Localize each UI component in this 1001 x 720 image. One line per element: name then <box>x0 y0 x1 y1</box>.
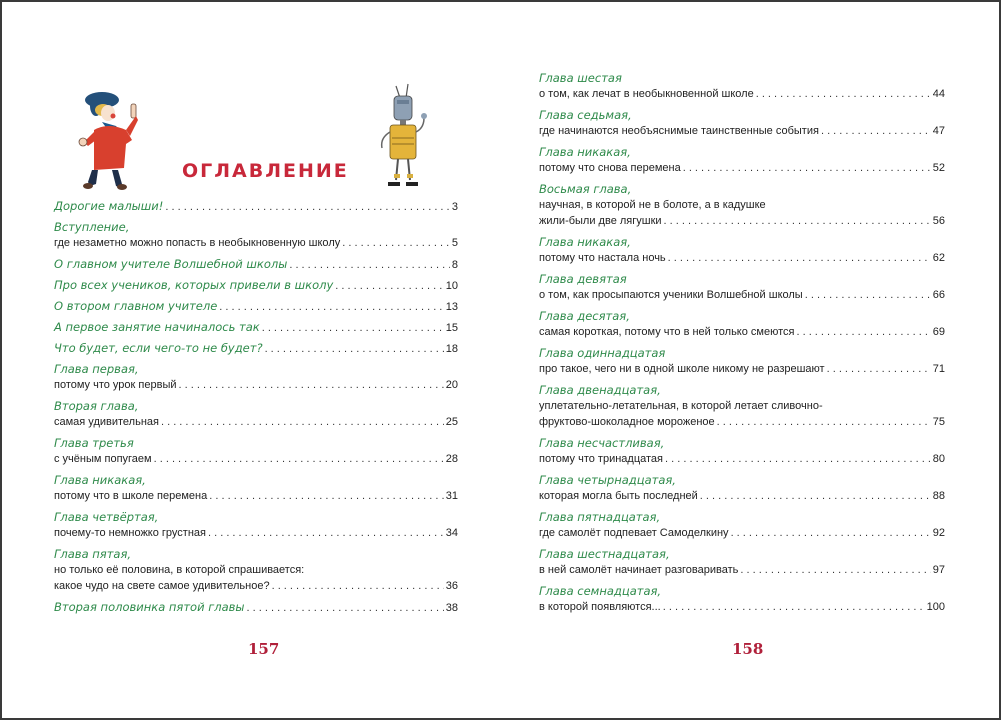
toc-page-number: 28 <box>445 453 458 465</box>
toc-description: с учёным попугаем <box>54 453 152 465</box>
toc-entry[interactable] <box>54 509 458 541</box>
toc-heading: Глава шестнадцатая, <box>539 547 670 561</box>
toc-description: потому что снова перемена <box>539 162 681 174</box>
toc-description: где самолёт подпевает Самоделкину <box>539 527 729 539</box>
toc-description: жили-были две лягушки <box>539 215 662 227</box>
toc-heading: А первое занятие начиналось так <box>54 320 260 334</box>
toc-heading: Глава никакая, <box>54 473 146 487</box>
toc-heading: Глава седьмая, <box>539 108 632 122</box>
boy-character-icon <box>76 86 148 191</box>
toc-page-number: 69 <box>932 326 945 338</box>
toc-page-number: 44 <box>932 88 945 100</box>
toc-heading: Глава пятая, <box>54 547 132 561</box>
toc-entry[interactable] <box>54 298 458 314</box>
dot-leader <box>668 250 931 266</box>
toc-page-number: 25 <box>445 416 458 428</box>
toc-description: о том, как просыпаются ученики Волшебной школы <box>539 289 803 301</box>
toc-description: потому что тринадцатая <box>539 453 664 465</box>
toc-heading: Глава семнадцатая, <box>539 584 662 598</box>
dot-leader <box>805 287 931 303</box>
toc-page-number: 10 <box>445 280 458 292</box>
toc-heading: Глава шестая <box>539 71 622 85</box>
toc-heading: Глава пятнадцатая, <box>539 510 661 524</box>
toc-heading: Глава третья <box>54 436 134 450</box>
robot-character-icon <box>374 82 434 190</box>
toc-entry[interactable] <box>54 256 458 272</box>
dot-leader <box>165 201 450 213</box>
toc-description: почему-то немножко грустная <box>54 527 206 539</box>
toc-list-right <box>539 70 945 620</box>
dot-leader <box>154 451 444 467</box>
dot-leader <box>208 525 444 541</box>
toc-description: где незаметно можно попасть в необыкновенную школу <box>54 237 341 249</box>
toc-page-number: 8 <box>451 259 458 271</box>
dot-leader <box>827 361 931 377</box>
dot-leader <box>700 488 931 504</box>
toc-entry[interactable] <box>539 271 945 303</box>
toc-heading: Вступление, <box>54 220 130 234</box>
toc-entry[interactable] <box>539 70 945 102</box>
robot-illustration <box>374 82 434 190</box>
toc-heading: Дорогие малыши! <box>54 199 164 213</box>
toc-page-number: 56 <box>932 215 945 227</box>
toc-description: потому что настала ночь <box>539 252 666 264</box>
toc-entry[interactable] <box>539 583 945 615</box>
toc-page-number: 71 <box>932 363 945 375</box>
toc-page-number: 47 <box>932 125 945 137</box>
toc-page-number: 36 <box>445 580 458 592</box>
toc-page-number: 62 <box>932 252 945 264</box>
dot-leader <box>756 86 931 102</box>
toc-page-number: 13 <box>445 301 458 313</box>
toc-page-number: 34 <box>445 527 458 539</box>
toc-heading: Глава несчастливая, <box>539 436 665 450</box>
toc-description: в ней самолёт начинает разговаривать <box>539 564 739 576</box>
toc-heading: О втором главном учителе <box>54 299 218 313</box>
toc-heading: Про всех учеников, которых привели в школу <box>54 278 334 292</box>
toc-list-left <box>54 198 458 620</box>
toc-entry[interactable] <box>54 219 458 251</box>
toc-entry[interactable] <box>539 382 945 430</box>
toc-entry[interactable] <box>539 435 945 467</box>
toc-description: о том, как лечат в необыкновенной школе <box>539 88 754 100</box>
toc-description: самая удивительная <box>54 416 159 428</box>
toc-page-number: 66 <box>932 289 945 301</box>
toc-page-number: 92 <box>932 527 945 539</box>
toc-entry[interactable] <box>539 107 945 139</box>
toc-heading: Вторая половинка пятой главы <box>54 600 245 614</box>
toc-entry[interactable] <box>54 198 458 214</box>
toc-entry[interactable] <box>54 546 458 594</box>
toc-description: фруктово-шоколадное мороженое <box>539 416 715 428</box>
dot-leader <box>665 451 931 467</box>
dot-leader <box>161 414 444 430</box>
boy-in-red-coat-illustration <box>76 86 148 191</box>
toc-heading: Глава двенадцатая, <box>539 383 661 397</box>
page-number-right: 158 <box>732 640 764 658</box>
toc-heading: Вторая глава, <box>54 399 139 413</box>
toc-heading: Глава никакая, <box>539 235 631 249</box>
toc-entry[interactable] <box>54 277 458 293</box>
dot-leader <box>262 322 444 334</box>
toc-entry[interactable] <box>54 472 458 504</box>
dot-leader <box>740 562 930 578</box>
dot-leader <box>664 213 931 229</box>
dot-leader <box>821 123 931 139</box>
toc-entry[interactable] <box>539 546 945 578</box>
toc-page-number: 75 <box>932 416 945 428</box>
toc-page-number: 100 <box>926 601 945 613</box>
right-page <box>499 2 999 718</box>
toc-entry[interactable] <box>539 144 945 176</box>
toc-page-number: 20 <box>445 379 458 391</box>
left-page <box>2 2 499 718</box>
toc-page-number: 5 <box>451 237 458 249</box>
toc-description: которая могла быть последней <box>539 490 698 502</box>
toc-heading: О главном учителе Волшебной школы <box>54 257 288 271</box>
toc-entry[interactable] <box>539 308 945 340</box>
toc-entry[interactable] <box>54 361 458 393</box>
toc-heading: Глава четвёртая, <box>54 510 159 524</box>
toc-heading: Восьмая глава, <box>539 182 632 196</box>
toc-entry[interactable] <box>54 599 458 615</box>
toc-heading: Глава одиннадцатая <box>539 346 666 360</box>
page-title: ОГЛАВЛЕНИЕ <box>182 160 349 182</box>
toc-entry[interactable] <box>54 340 458 356</box>
toc-description: про такое, чего ни в одной школе никому не разрешают <box>539 363 825 375</box>
toc-entry[interactable] <box>539 509 945 541</box>
toc-heading: Глава четырнадцатая, <box>539 473 676 487</box>
toc-heading: Глава девятая <box>539 272 627 286</box>
dot-leader <box>219 301 443 313</box>
toc-entry[interactable] <box>539 181 945 229</box>
toc-page-number: 52 <box>932 162 945 174</box>
toc-page-number: 18 <box>445 343 458 355</box>
dot-leader <box>731 525 931 541</box>
toc-entry[interactable] <box>539 234 945 266</box>
dot-leader <box>796 324 930 340</box>
toc-page-number: 97 <box>932 564 945 576</box>
dot-leader <box>247 602 444 614</box>
toc-heading: Глава никакая, <box>539 145 631 159</box>
toc-description: в которой появляются... <box>539 601 661 613</box>
toc-page-number: 31 <box>445 490 458 502</box>
toc-page-number: 88 <box>932 490 945 502</box>
page-number-left: 157 <box>248 640 280 658</box>
dot-leader <box>663 599 925 615</box>
toc-description: но только её половина, в которой спрашивается: <box>54 564 305 576</box>
toc-entry[interactable] <box>539 472 945 504</box>
dot-leader <box>265 343 444 355</box>
toc-heading: Глава десятая, <box>539 309 630 323</box>
toc-page-number: 38 <box>445 602 458 614</box>
toc-description: научная, в которой не в болоте, а в кадушке <box>539 199 766 211</box>
toc-description: уплетательно-летательная, в которой летает сливочно- <box>539 400 823 412</box>
dot-leader <box>683 160 931 176</box>
toc-heading: Глава первая, <box>54 362 139 376</box>
toc-entry[interactable] <box>54 435 458 467</box>
toc-description: какое чудо на свете самое удивительное? <box>54 580 270 592</box>
toc-description: где начинаются необъяснимые таинственные события <box>539 125 819 137</box>
toc-entry[interactable] <box>54 398 458 430</box>
dot-leader <box>342 235 450 251</box>
toc-heading: Что будет, если чего-то не будет? <box>54 341 263 355</box>
dot-leader <box>272 578 444 594</box>
toc-description: потому что в школе перемена <box>54 490 208 502</box>
dot-leader <box>179 377 444 393</box>
toc-page-number: 15 <box>445 322 458 334</box>
toc-description: самая короткая, потому что в ней только смеются <box>539 326 795 338</box>
dot-leader <box>335 280 443 292</box>
toc-description: потому что урок первый <box>54 379 177 391</box>
dot-leader <box>289 259 450 271</box>
dot-leader <box>717 414 931 430</box>
toc-entry[interactable] <box>539 345 945 377</box>
toc-page-number: 3 <box>451 201 458 213</box>
toc-entry[interactable] <box>54 319 458 335</box>
toc-page-number: 80 <box>932 453 945 465</box>
dot-leader <box>209 488 444 504</box>
